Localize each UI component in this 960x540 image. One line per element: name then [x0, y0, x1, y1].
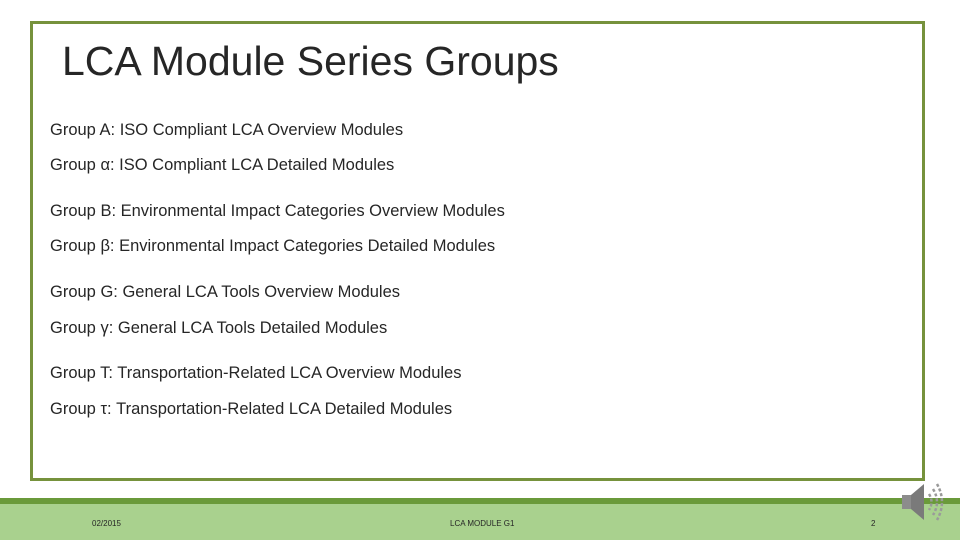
group-item-g: Group G: General LCA Tools Overview Modules: [50, 283, 401, 301]
group-item-tau: Group τ: Transportation-Related LCA Detailed Modules: [50, 400, 453, 418]
group-item-alpha: Group α: ISO Compliant LCA Detailed Modules: [50, 156, 395, 174]
footer-module-name: LCA MODULE G1: [450, 519, 515, 528]
group-item-beta: Group β: Environmental Impact Categories Detailed Modules: [50, 237, 496, 255]
slide-title: LCA Module Series Groups: [62, 38, 559, 84]
group-item-gamma: Group γ: General LCA Tools Detailed Modules: [50, 319, 388, 337]
footer-page-number: 2: [871, 519, 876, 528]
footer-date: 02/2015: [92, 519, 121, 528]
group-item-a: Group A: ISO Compliant LCA Overview Modules: [50, 121, 404, 139]
group-item-b: Group B: Environmental Impact Categories Overview Modules: [50, 202, 505, 220]
speaker-icon[interactable]: [898, 478, 948, 528]
group-item-t: Group T: Transportation-Related LCA Overview Modules: [50, 364, 462, 382]
